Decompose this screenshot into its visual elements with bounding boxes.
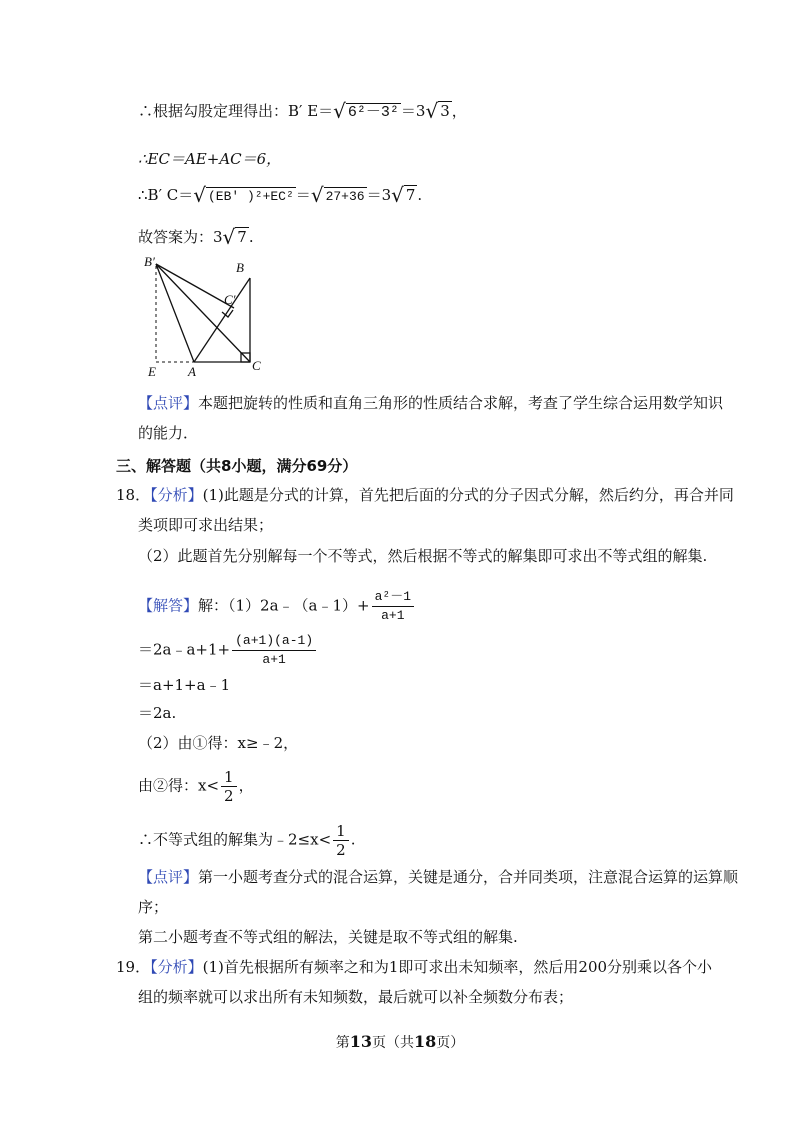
review-2c: 第二小题考查不等式组的解法，关键是取不等式组的解集. (138, 928, 518, 946)
radical-sign: √ (310, 183, 324, 207)
radical-sign: √ (222, 225, 236, 249)
numerator: 1 (221, 768, 237, 787)
denominator: a+1 (262, 652, 286, 667)
answer-5: （2）由①得：x≥﹣2， (138, 734, 299, 752)
answer-1 (138, 588, 416, 625)
answer-tag: 【解答】 (138, 596, 199, 615)
radical-sign: √ (425, 99, 439, 123)
edge-bprime-cprime (156, 264, 234, 308)
review-1b: 的能力． (138, 424, 199, 442)
answer-2 (138, 632, 318, 669)
numerator: a²－1 (372, 588, 414, 607)
text: . (350, 830, 356, 849)
denominator: a+1 (381, 608, 405, 623)
page-total: 18 (414, 1032, 437, 1051)
edge-bprime-c (156, 264, 250, 362)
bc-line: ∴B′ C＝√ (EB′ )²+EC² ＝√ 27+36 ＝3√ 7 . (138, 183, 423, 207)
answer-6 (138, 768, 254, 805)
radical-sign: √ (193, 183, 206, 207)
radicand: 3 (440, 102, 450, 120)
analysis-tag: 【分析】 (150, 486, 203, 504)
text: 解：（1）2a﹣（a﹣1）+ (198, 596, 370, 615)
fraction (333, 822, 349, 859)
footer-text: 第 (335, 1035, 350, 1051)
radicand: 6²－3² (347, 104, 399, 121)
q18-analysis-b: 类项即可求出结果； (138, 516, 274, 534)
section-heading: 三、解答题（共8小题，满分69分） (116, 457, 358, 475)
text: (1)此题是分式的计算，首先把后面的分式的分子因式分解，然后约分，再合并同 (202, 486, 734, 504)
q19-analysis-b: 组的频率就可以求出所有未知频数，最后就可以补全频数分布表； (138, 988, 574, 1006)
radicand: 27+36 (325, 189, 365, 204)
ec-line: ∴EC＝AE+AC＝6， (138, 150, 282, 168)
answer-4: ＝2a. (138, 704, 177, 722)
fraction (232, 632, 316, 669)
radicand: 7 (405, 186, 416, 204)
answer-line: 故答案为：3√ 7 . (138, 225, 254, 249)
label-c-prime: C′ (224, 292, 236, 307)
label-c: C (252, 358, 261, 373)
review-2b: 序； (138, 898, 169, 916)
radical-sign: √ (333, 99, 346, 123)
page-footer (0, 1032, 800, 1052)
q18-analysis (116, 484, 734, 506)
q18-analysis-2: （2）此题首先分别解每一个不等式，然后根据不等式的解集即可求出不等式组的解集. (138, 547, 708, 565)
analysis-tag: 【分析】 (150, 958, 203, 976)
pythagoras-line: ∴根据勾股定理得出：B′ E＝√ 6²－3² ＝3√ 3 ， (138, 99, 467, 123)
radical-sign: √ (391, 183, 404, 207)
text: (1)首先根据所有频率之和为1即可求出未知频率，然后用200分别乘以各个小 (202, 958, 713, 976)
label-a: A (188, 364, 196, 378)
denominator: 2 (336, 841, 346, 859)
numerator: (a+1)(a-1) (232, 632, 316, 651)
review-tag: 【点评】 (138, 868, 199, 886)
review-2 (138, 866, 738, 888)
radicand: (EB′ )²+EC² (207, 189, 294, 204)
text: ＝3 (366, 186, 392, 204)
text: ， (238, 776, 254, 795)
label-b: B (236, 260, 244, 275)
text: 第一小题考查分式的混合运算，关键是通分，合并同类项，注意混合运算的运算顺 (198, 868, 739, 886)
review-tag: 【点评】 (138, 394, 199, 412)
text: ＝3 (400, 102, 426, 120)
footer-text: 页） (436, 1035, 465, 1051)
fraction (221, 768, 237, 805)
text: ∴根据勾股定理得出：B′ E＝ (138, 102, 334, 120)
numerator: 1 (333, 822, 349, 841)
label-e: E (148, 364, 156, 378)
label-b-prime: B′ (144, 254, 155, 269)
page-number: 13 (349, 1032, 372, 1051)
question-number: 18． (116, 486, 151, 504)
text: ∴不等式组的解集为﹣2≤x< (138, 830, 332, 849)
answer-3: ＝a+1+a﹣1 (138, 676, 231, 694)
geometry-figure (138, 252, 278, 378)
text: 本题把旋转的性质和直角三角形的性质结合求解，考查了学生综合运用数学知识 (198, 394, 724, 412)
text: 由②得：x< (138, 776, 220, 795)
text: ＝ (295, 186, 311, 204)
text: 故答案为：3 (138, 228, 223, 246)
review-1 (138, 392, 723, 414)
answer-7 (138, 822, 355, 859)
radicand: 7 (237, 228, 247, 246)
text: ∴B′ C＝ (138, 186, 194, 204)
fraction (372, 588, 414, 625)
denominator: 2 (224, 787, 234, 805)
text: ＝2a﹣a+1+ (138, 640, 231, 659)
edge-bprime-a (156, 264, 194, 362)
q19-analysis (116, 956, 712, 978)
footer-text: 页（共 (372, 1035, 414, 1051)
question-number: 19． (116, 958, 151, 976)
